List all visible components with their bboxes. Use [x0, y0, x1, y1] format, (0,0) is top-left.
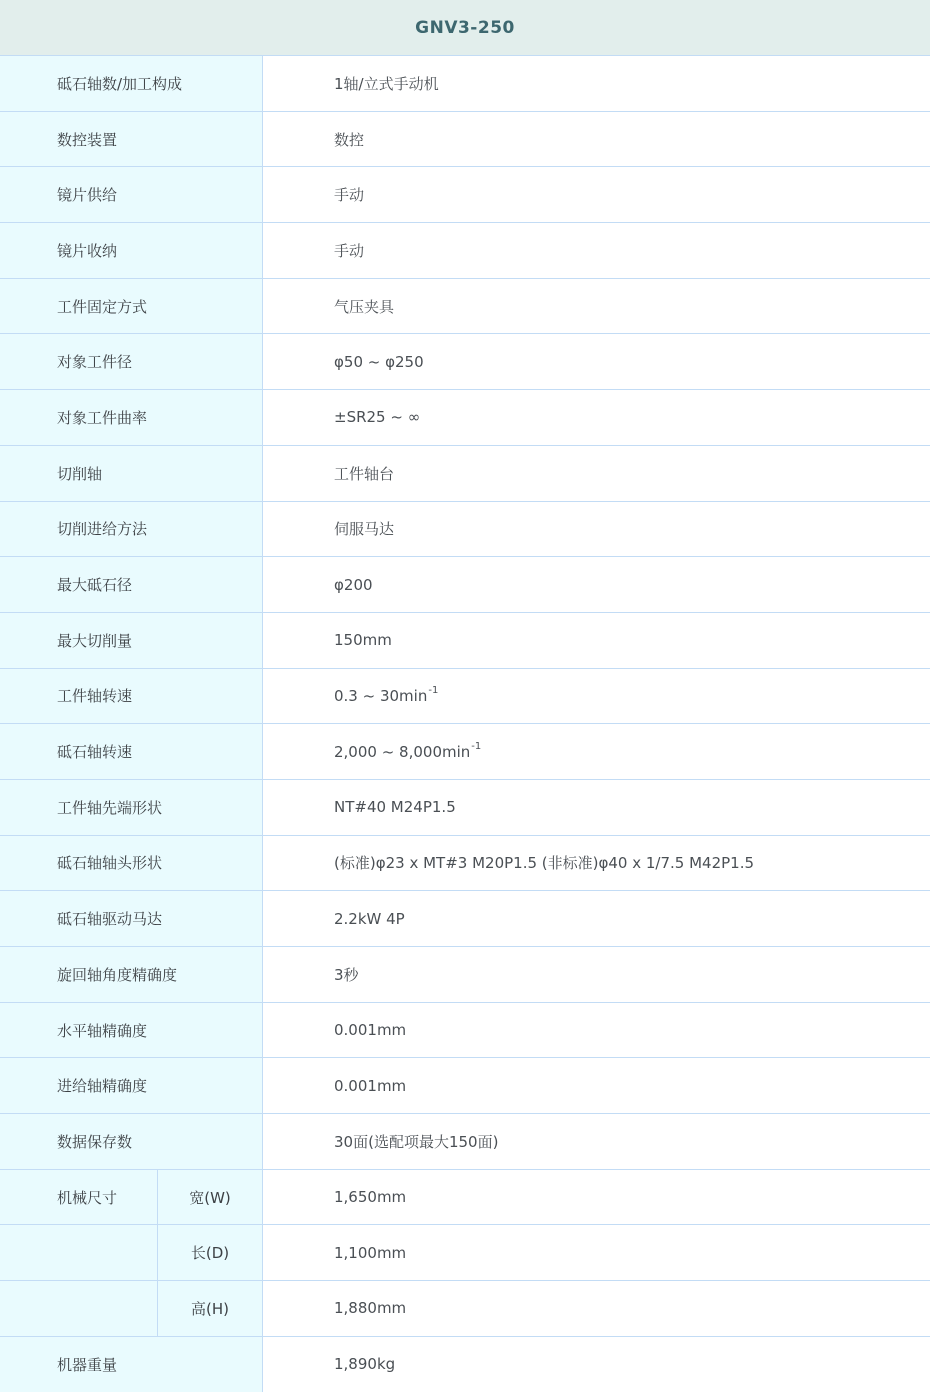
table-row	[0, 333, 930, 389]
spec-value: 气压夹具	[263, 279, 930, 334]
spec-label: 机器重量	[0, 1337, 263, 1392]
table-row	[0, 222, 930, 278]
table-row	[0, 723, 930, 779]
spec-value: 手动	[263, 167, 930, 222]
spec-value: 1,100mm	[263, 1225, 930, 1280]
table-row	[0, 1113, 930, 1169]
spec-label: 工件固定方式	[0, 279, 263, 334]
spec-value: 3秒	[263, 947, 930, 1002]
table-row	[0, 835, 930, 891]
spec-value: 1,650mm	[263, 1170, 930, 1225]
spec-sub-label: 宽(W)	[158, 1170, 263, 1225]
spec-value: 1轴/立式手动机	[263, 56, 930, 111]
spec-value: φ200	[263, 557, 930, 612]
spec-table	[0, 55, 930, 1392]
spec-group-label: 机械尺寸	[0, 1170, 158, 1225]
spec-value: 0.001mm	[263, 1058, 930, 1113]
spec-label: 工件轴先端形状	[0, 780, 263, 835]
spec-value: 工件轴台	[263, 446, 930, 501]
model-header	[0, 0, 930, 55]
spec-label: 砥石轴驱动马达	[0, 891, 263, 946]
table-row-dimensions-height	[0, 1280, 930, 1336]
table-row	[0, 278, 930, 334]
table-row	[0, 556, 930, 612]
spec-group-label-empty	[0, 1281, 158, 1336]
spec-value: 数控	[263, 112, 930, 167]
spec-value: 2,000 ~ 8,000min -1	[263, 724, 930, 779]
spec-value: φ50 ~ φ250	[263, 334, 930, 389]
spec-value: (标准)φ23 x MT#3 M20P1.5 (非标准)φ40 x 1/7.5 M42P1.5	[263, 836, 930, 891]
spec-value: 2.2kW 4P	[263, 891, 930, 946]
spec-label: 水平轴精确度	[0, 1003, 263, 1058]
spec-value: 0.3 ~ 30min -1	[263, 669, 930, 724]
table-row	[0, 1002, 930, 1058]
spec-label: 最大切削量	[0, 613, 263, 668]
table-row	[0, 55, 930, 111]
spec-label: 对象工件曲率	[0, 390, 263, 445]
table-row	[0, 1057, 930, 1113]
table-row-weight	[0, 1336, 930, 1392]
table-row	[0, 668, 930, 724]
spec-label: 旋回轴角度精确度	[0, 947, 263, 1002]
table-row	[0, 779, 930, 835]
model-title: GNV3-250	[415, 17, 515, 38]
table-row	[0, 501, 930, 557]
spec-label: 数据保存数	[0, 1114, 263, 1169]
spec-value: 手动	[263, 223, 930, 278]
spec-label: 砥石轴转速	[0, 724, 263, 779]
spec-label: 镜片收纳	[0, 223, 263, 278]
spec-value: 1,880mm	[263, 1281, 930, 1336]
spec-sub-label: 高(H)	[158, 1281, 263, 1336]
spec-value: ±SR25 ~ ∞	[263, 390, 930, 445]
table-row	[0, 111, 930, 167]
spec-value: NT#40 M24P1.5	[263, 780, 930, 835]
spec-label: 最大砥石径	[0, 557, 263, 612]
table-row	[0, 166, 930, 222]
table-row	[0, 445, 930, 501]
table-row-dimensions-width	[0, 1169, 930, 1225]
spec-label: 对象工件径	[0, 334, 263, 389]
spec-label: 工件轴转速	[0, 669, 263, 724]
spec-label: 进给轴精确度	[0, 1058, 263, 1113]
spec-label: 切削轴	[0, 446, 263, 501]
table-row	[0, 946, 930, 1002]
table-row-dimensions-depth	[0, 1224, 930, 1280]
spec-label: 镜片供给	[0, 167, 263, 222]
spec-value: 150mm	[263, 613, 930, 668]
spec-value: 0.001mm	[263, 1003, 930, 1058]
spec-label: 砥石轴轴头形状	[0, 836, 263, 891]
spec-value: 1,890kg	[263, 1337, 930, 1392]
spec-value: 30面(选配项最大150面)	[263, 1114, 930, 1169]
spec-value: 伺服马达	[263, 502, 930, 557]
spec-label: 数控装置	[0, 112, 263, 167]
spec-label: 切削进给方法	[0, 502, 263, 557]
spec-group-label-empty	[0, 1225, 158, 1280]
spec-label: 砥石轴数/加工构成	[0, 56, 263, 111]
table-row	[0, 389, 930, 445]
spec-sub-label: 长(D)	[158, 1225, 263, 1280]
table-row	[0, 612, 930, 668]
table-row	[0, 890, 930, 946]
